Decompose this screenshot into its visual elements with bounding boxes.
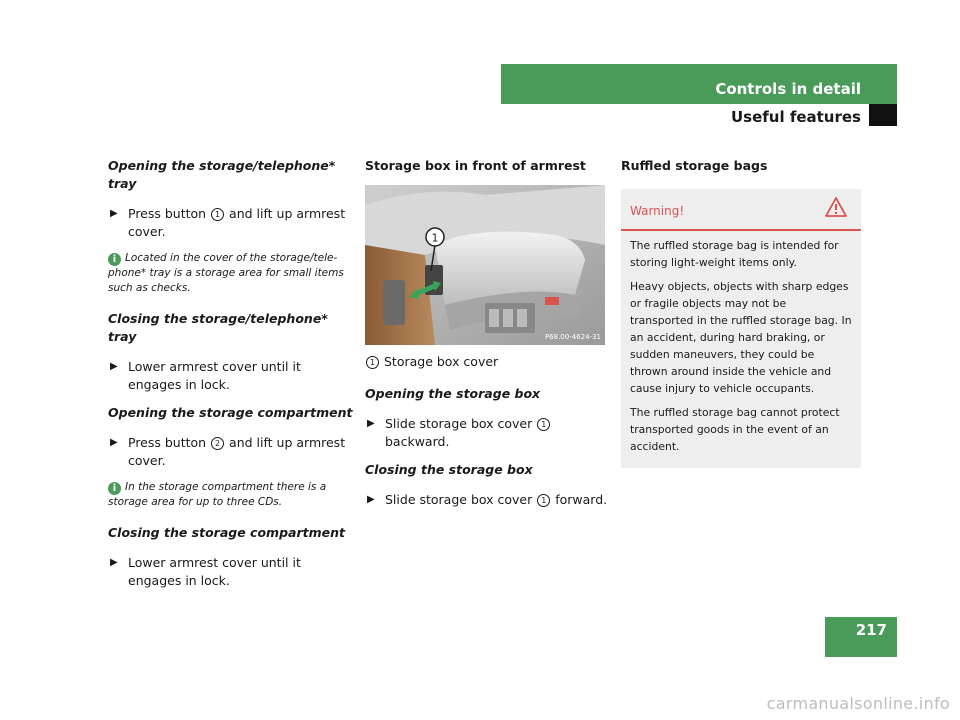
arrow-bullet-icon: ▶ [110, 557, 118, 568]
warning-paragraph: The ruffled storage bag is intended for storing light-weight items only. [630, 239, 839, 269]
step-open-compartment: ▶ Press button 2 and lift up armrest cover. [110, 435, 346, 468]
armrest-photo [365, 185, 605, 345]
info-icon: i [108, 482, 121, 495]
subsection-title: Useful features [730, 108, 861, 126]
warning-body [621, 231, 861, 455]
warning-header [621, 189, 861, 231]
step-open-tray: ▶ Press button 1 and lift up armrest cover. [110, 206, 346, 239]
arrow-bullet-icon: ▶ [110, 437, 118, 448]
heading-close-box: Closing the storage box [365, 462, 533, 477]
callout-number: 1 [211, 208, 224, 221]
column-middle [365, 157, 610, 519]
step-open-box: ▶ Slide storage box cover 1 backward. [365, 415, 610, 451]
info-icon: i [108, 253, 121, 266]
arrow-bullet-icon: ▶ [367, 494, 375, 505]
heading-open-compartment: Opening the storage compartment [108, 405, 353, 420]
page-number: 217 [855, 621, 887, 639]
warning-paragraph: The ruffled storage bag cannot protect transported goods in the event of an accident. [630, 406, 840, 453]
heading-close-tray: Closing the storage/telephone* tray [108, 311, 328, 344]
callout-number: 1 [366, 356, 379, 369]
arrow-bullet-icon: ▶ [110, 208, 118, 219]
heading-storage-box: Storage box in front of armrest [365, 158, 586, 173]
warning-triangle-icon [825, 197, 847, 217]
step-close-compartment: ▶ Lower armrest cover until it engages in lock. [110, 555, 301, 588]
step-close-tray: ▶ Lower armrest cover until it engages in lock. [110, 359, 301, 392]
column-left [108, 157, 353, 600]
info-note-tray: i Located in the cover of the storage/tele-phone* tray is a storage area for small items such as checks. [108, 252, 344, 294]
callout-number: 1 [537, 418, 550, 431]
callout-number: 1 [537, 494, 550, 507]
photo-code-label: P68.00-4624-31 [544, 333, 601, 341]
warning-title: Warning! [630, 204, 685, 218]
page-number-box [825, 617, 897, 657]
column-right [621, 157, 861, 468]
section-title: Controls in detail [715, 80, 861, 98]
arrow-bullet-icon: ▶ [367, 418, 375, 429]
photo-caption: 1 Storage box cover [365, 353, 610, 371]
heading-open-tray: Opening the storage/telephone* tray [108, 158, 336, 191]
heading-ruffled-bags: Ruffled storage bags [621, 158, 768, 173]
callout-number: 2 [211, 437, 224, 450]
section-tab-marker [869, 104, 897, 126]
arrow-bullet-icon: ▶ [110, 361, 118, 372]
heading-open-box: Opening the storage box [365, 386, 541, 401]
warning-paragraph: Heavy objects, objects with sharp edges or fragile objects may not be transported in the ruffled storage bag. In an accident, during hard braking, or sudden maneuvers, they could be thrown around inside the vehicle and cause injury to vehicle occupants. [630, 280, 852, 395]
watermark: carmanualsonline.info [766, 694, 950, 713]
info-note-compartment: i In the storage compartment there is a storage area for up to three CDs. [108, 481, 327, 508]
warning-box [621, 189, 861, 468]
step-close-box: ▶ Slide storage box cover 1 forward. [367, 492, 608, 507]
heading-close-compartment: Closing the storage compartment [108, 525, 345, 540]
svg-text:1: 1 [431, 231, 439, 245]
header-bar [501, 64, 897, 104]
